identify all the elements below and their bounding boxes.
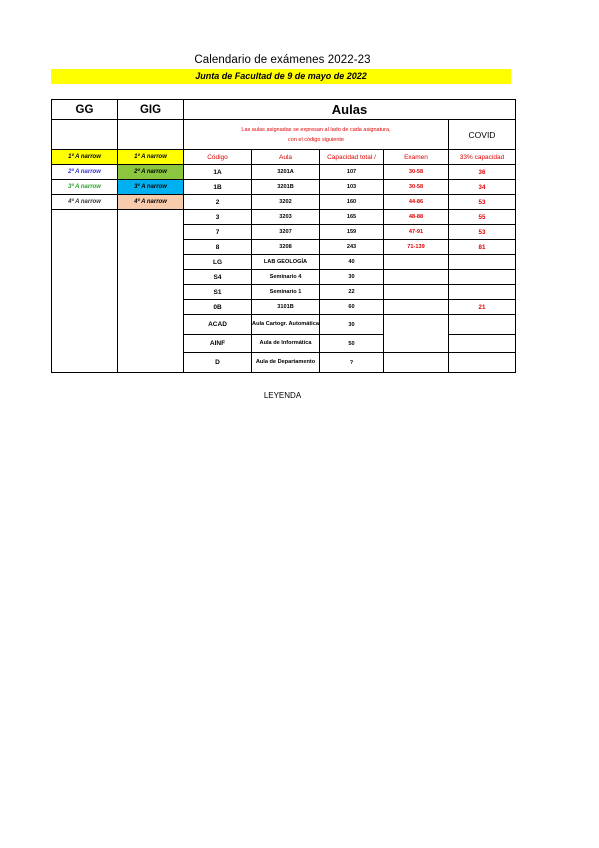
room-code: LG <box>184 255 252 270</box>
room-name: 3207 <box>252 225 320 240</box>
examen-column-header: Examen <box>384 150 449 165</box>
room-name: Aula Cartogr. Automática <box>252 315 320 335</box>
room-code: 0B <box>184 300 252 315</box>
capacidad-column-header: Capacidad total / <box>320 150 384 165</box>
room-code: AINF <box>184 335 252 353</box>
room-code: S4 <box>184 270 252 285</box>
room-capacity: 243 <box>320 240 384 255</box>
aulas-note <box>184 120 449 150</box>
room-exam-capacity-merged <box>384 315 449 353</box>
page-title: Calendario de exámenes 2022-23 <box>194 54 371 66</box>
room-covid-capacity <box>449 285 516 300</box>
room-capacity: ? <box>320 353 384 373</box>
gig-blank-cell <box>118 120 184 150</box>
room-code: S1 <box>184 285 252 300</box>
room-exam-capacity <box>384 285 449 300</box>
exam-calendar-table <box>51 99 516 373</box>
room-capacity: 165 <box>320 210 384 225</box>
room-exam-capacity: 71-139 <box>384 240 449 255</box>
room-exam-capacity <box>384 270 449 285</box>
room-code: 1A <box>184 165 252 180</box>
room-exam-capacity: 30-58 <box>384 165 449 180</box>
room-name: Aula de Informática <box>252 335 320 353</box>
room-exam-capacity <box>384 300 449 315</box>
covid-capacity-header: 33% capacidad <box>449 150 516 165</box>
gg-year-cell: 4º A narrow <box>52 195 118 210</box>
gg-empty-column <box>52 210 118 373</box>
room-code: 7 <box>184 225 252 240</box>
gig-header: GIG <box>118 100 184 120</box>
room-covid-capacity <box>449 335 516 353</box>
room-capacity: 40 <box>320 255 384 270</box>
room-name: 3201A <box>252 165 320 180</box>
aulas-note-line2: con el código siguiente <box>288 136 344 143</box>
room-code: 2 <box>184 195 252 210</box>
room-covid-capacity <box>449 255 516 270</box>
room-exam-capacity <box>384 353 449 373</box>
room-name: 3202 <box>252 195 320 210</box>
room-capacity: 22 <box>320 285 384 300</box>
room-capacity: 103 <box>320 180 384 195</box>
gg-header: GG <box>52 100 118 120</box>
room-code: 8 <box>184 240 252 255</box>
room-code: D <box>184 353 252 373</box>
room-covid-capacity: 55 <box>449 210 516 225</box>
room-covid-capacity: 53 <box>449 195 516 210</box>
gg-year-cell: 2º A narrow <box>52 165 118 180</box>
table-row <box>52 210 516 225</box>
room-name: 3201B <box>252 180 320 195</box>
gig-year-cell: 1º A narrow <box>118 150 184 165</box>
table-row <box>52 165 516 180</box>
room-name: Aula de Departamento <box>252 353 320 373</box>
gg-year-cell: 3º A narrow <box>52 180 118 195</box>
room-capacity: 160 <box>320 195 384 210</box>
column-header-row <box>52 150 516 165</box>
room-exam-capacity: 30-58 <box>384 180 449 195</box>
room-name: 3101B <box>252 300 320 315</box>
room-covid-capacity <box>449 270 516 285</box>
room-covid-capacity: 36 <box>449 165 516 180</box>
page-subtitle: Junta de Facultad de 9 de mayo de 2022 <box>51 69 511 84</box>
legend-label: LEYENDA <box>263 391 302 400</box>
gg-blank-cell <box>52 120 118 150</box>
room-code: ACAD <box>184 315 252 335</box>
covid-header: COVID <box>449 120 516 150</box>
room-covid-capacity: 21 <box>449 300 516 315</box>
room-covid-capacity <box>449 315 516 335</box>
gig-empty-column <box>118 210 184 373</box>
room-name: 3208 <box>252 240 320 255</box>
room-exam-capacity: 44-86 <box>384 195 449 210</box>
room-covid-capacity <box>449 353 516 373</box>
room-capacity: 30 <box>320 315 384 335</box>
room-name: Seminario 1 <box>252 285 320 300</box>
room-capacity: 30 <box>320 270 384 285</box>
room-code: 1B <box>184 180 252 195</box>
room-name: LAB GEOLOGÍA <box>252 255 320 270</box>
room-exam-capacity <box>384 255 449 270</box>
room-exam-capacity: 47-91 <box>384 225 449 240</box>
aulas-header: Aulas <box>184 100 516 120</box>
room-name: 3203 <box>252 210 320 225</box>
room-code: 3 <box>184 210 252 225</box>
table-row <box>52 195 516 210</box>
table-row <box>52 180 516 195</box>
codigo-column-header: Código <box>184 150 252 165</box>
gg-year-cell: 1º A narrow <box>52 150 118 165</box>
room-covid-capacity: 81 <box>449 240 516 255</box>
room-covid-capacity: 34 <box>449 180 516 195</box>
room-capacity: 60 <box>320 300 384 315</box>
aula-column-header: Aula <box>252 150 320 165</box>
gig-year-cell: 4º A narrow <box>118 195 184 210</box>
room-exam-capacity: 48-88 <box>384 210 449 225</box>
room-name: Seminario 4 <box>252 270 320 285</box>
gig-year-cell: 2º A narrow <box>118 165 184 180</box>
gig-year-cell: 3º A narrow <box>118 180 184 195</box>
aulas-note-line1: Las aulas asignadas se expresan al lado de cada asignatura, <box>241 126 391 133</box>
room-covid-capacity: 53 <box>449 225 516 240</box>
room-capacity: 159 <box>320 225 384 240</box>
room-capacity: 50 <box>320 335 384 353</box>
room-capacity: 107 <box>320 165 384 180</box>
